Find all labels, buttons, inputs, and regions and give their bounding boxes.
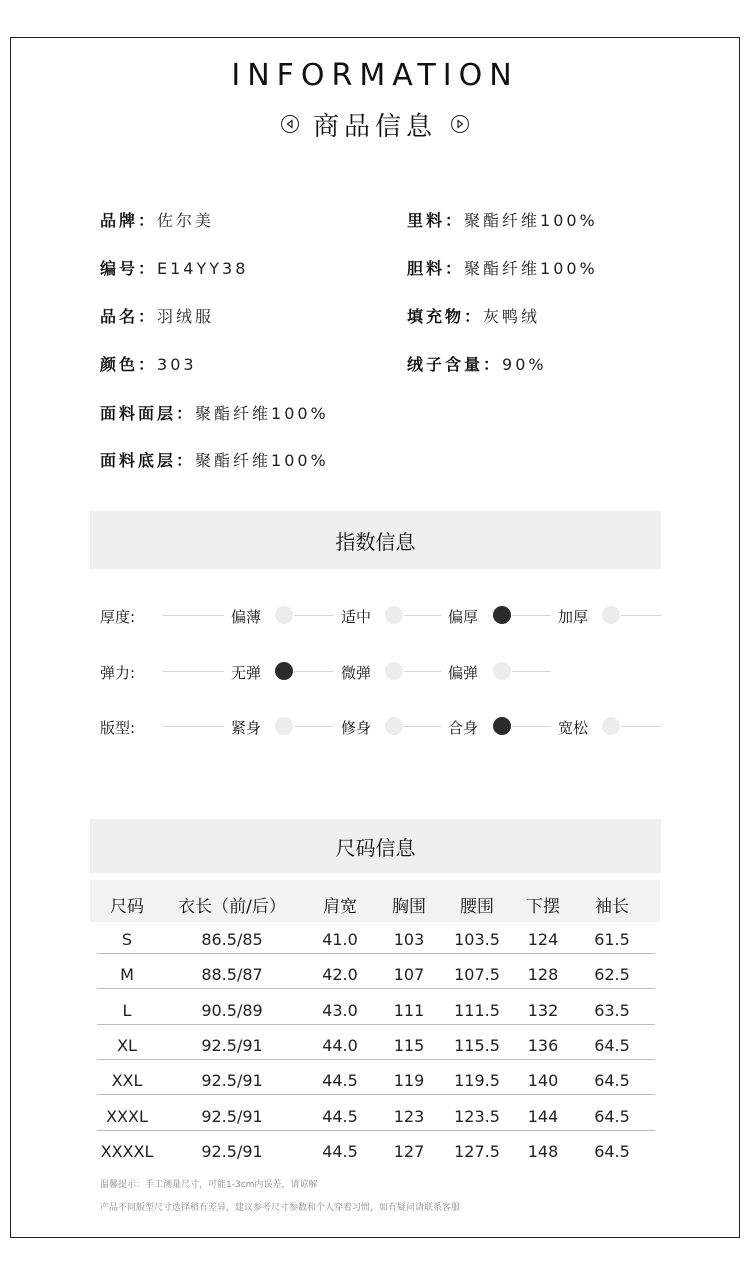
index-selected-dot [493,606,511,624]
info-color: 颜色：303 [100,355,197,374]
size-table-cell: 124 [527,930,559,949]
size-table-cell: 64.5 [594,1141,630,1161]
size-table-size-cell: XL [117,1035,137,1055]
index-option-label: 修身 [341,719,372,737]
size-table-cell: 86.5/85 [201,930,263,949]
size-table-header-cell: 尺码 [110,897,144,917]
index-option-dot [602,606,620,624]
size-table-cell: 144 [527,1106,559,1126]
index-option-label: 偏弹 [448,664,479,682]
size-table-header-cell: 袖长 [595,897,629,917]
size-table-header-cell: 腰围 [460,897,494,917]
size-table-cell: 128 [527,965,559,985]
size-table-cell: 123.5 [454,1106,500,1126]
size-table-row-divider [97,1130,655,1131]
index-track-line [621,615,662,616]
size-table-cell: 44.5 [322,1106,358,1126]
info-lining: 里料：聚酯纤维100% [407,211,598,230]
size-table-size-cell: XXL [111,1071,143,1091]
index-track-line [512,726,551,727]
index-track-line [404,615,441,616]
arrow-left-icon [281,115,299,133]
index-section-title: 指数信息 [90,511,661,569]
size-table-size-cell: S [121,930,133,949]
size-table-cell: 92.5/91 [201,1106,263,1126]
size-table-size-cell: XXXXL [100,1141,154,1161]
index-option-label: 微弹 [341,664,372,682]
index-selected-dot [275,662,293,680]
size-table-cell: 107 [393,965,425,985]
info-outer-bottom-fabric: 面料底层：聚酯纤维100% [100,451,329,470]
size-table-size-cell: M [120,965,134,985]
size-table-row-divider [97,988,655,989]
index-row-label: 版型: [100,719,136,737]
size-table-header-cell: 下摆 [526,897,560,917]
size-table-cell: 127 [393,1141,425,1161]
size-table-cell: 136 [527,1035,559,1055]
title-chinese: 商品信息 [312,111,437,142]
size-table-cell: 115 [393,1035,425,1055]
index-track-line [404,726,441,727]
index-option-label: 适中 [341,608,372,626]
info-inner: 胆料：聚酯纤维100% [407,259,598,278]
size-table-row-divider [97,1059,655,1060]
size-table-cell: 123 [393,1106,425,1126]
index-option-label: 加厚 [558,608,589,626]
arrow-right-icon [451,115,469,133]
index-selected-dot [493,717,511,735]
size-table-cell: 42.0 [322,965,358,985]
info-code: 编号：E14YY38 [100,259,249,278]
size-table-cell: 103.5 [454,930,500,949]
index-option-dot [275,717,293,735]
size-table-row-divider [97,953,655,954]
index-option-label: 无弹 [231,664,262,682]
size-table-cell: 132 [527,1000,559,1020]
size-table-cell: 92.5/91 [201,1071,263,1091]
index-track-line [512,671,551,672]
index-option-dot [385,606,403,624]
info-brand: 品牌：佐尔美 [100,211,215,230]
index-option-label: 合身 [448,719,479,737]
size-table-cell: 148 [527,1141,559,1161]
info-name: 品名：羽绒服 [100,307,215,326]
size-table-cell: 44.5 [322,1071,358,1091]
index-track-line [294,726,334,727]
index-option-dot [275,606,293,624]
size-table-header-cell: 胸围 [392,897,426,917]
size-table-cell: 115.5 [454,1035,500,1055]
index-track-line [512,615,551,616]
size-table-cell: 44.0 [322,1035,358,1055]
index-row-label: 弹力: [100,664,136,682]
size-table-cell: 61.5 [594,930,630,949]
size-table-cell: 140 [527,1071,559,1091]
index-row-label: 厚度: [100,608,136,626]
size-table-header-cell: 肩宽 [323,897,357,917]
size-table-cell: 90.5/89 [201,1000,263,1020]
size-table-cell: 119.5 [454,1071,500,1091]
size-table-cell: 43.0 [322,1000,358,1020]
info-filling: 填充物：灰鸭绒 [407,307,541,326]
size-table-row-divider [97,1024,655,1025]
size-table-size-cell: L [122,1000,132,1020]
index-track-line [404,671,441,672]
size-table-cell: 111.5 [454,1000,500,1020]
index-option-dot [385,717,403,735]
size-table-cell: 63.5 [594,1000,630,1020]
size-table-cell: 103 [393,930,425,949]
size-table-cell: 44.5 [322,1141,358,1161]
title-english: INFORMATION [231,58,519,93]
index-track-line [621,726,662,727]
size-table-cell: 64.5 [594,1106,630,1126]
index-track-line [294,615,334,616]
index-option-label: 偏薄 [231,608,262,626]
index-option-label: 紧身 [231,719,262,737]
index-option-label: 偏厚 [448,608,479,626]
size-section-title: 尺码信息 [90,819,661,873]
size-table-cell: 92.5/91 [201,1035,263,1055]
size-table-header-cell: 衣长（前/后） [178,897,286,917]
size-table-cell: 62.5 [594,965,630,985]
size-table-cell: 107.5 [454,965,500,985]
index-option-dot [385,662,403,680]
note-size-advice: 产品不同版型尺寸选择稍有差异，建议参考尺寸参数和个人穿着习惯，如有疑问请联系客服 [100,1203,461,1213]
size-table-cell: 92.5/91 [201,1141,263,1161]
index-option-label: 宽松 [558,719,589,737]
size-table-cell: 88.5/87 [201,965,263,985]
title-chinese-row [0,104,750,144]
size-table-cell: 127.5 [454,1141,500,1161]
index-option-dot [602,717,620,735]
index-track-line [162,615,224,616]
note-measurement: 温馨提示：手工测量尺寸，可能1-3cm内误差，请谅解 [100,1180,318,1190]
size-table-row-divider [97,1094,655,1095]
size-table-cell: 64.5 [594,1035,630,1055]
size-table-cell: 111 [393,1000,425,1020]
index-track-line [162,671,224,672]
index-option-dot [493,662,511,680]
size-table-cell: 119 [393,1071,425,1091]
size-table-cell: 64.5 [594,1071,630,1091]
info-outer-fabric: 面料面层：聚酯纤维100% [100,404,329,423]
info-down-content: 绒子含量：90% [407,355,547,374]
size-table-cell: 41.0 [322,930,358,949]
index-track-line [294,671,334,672]
index-track-line [162,726,224,727]
size-table-size-cell: XXXL [106,1106,148,1126]
